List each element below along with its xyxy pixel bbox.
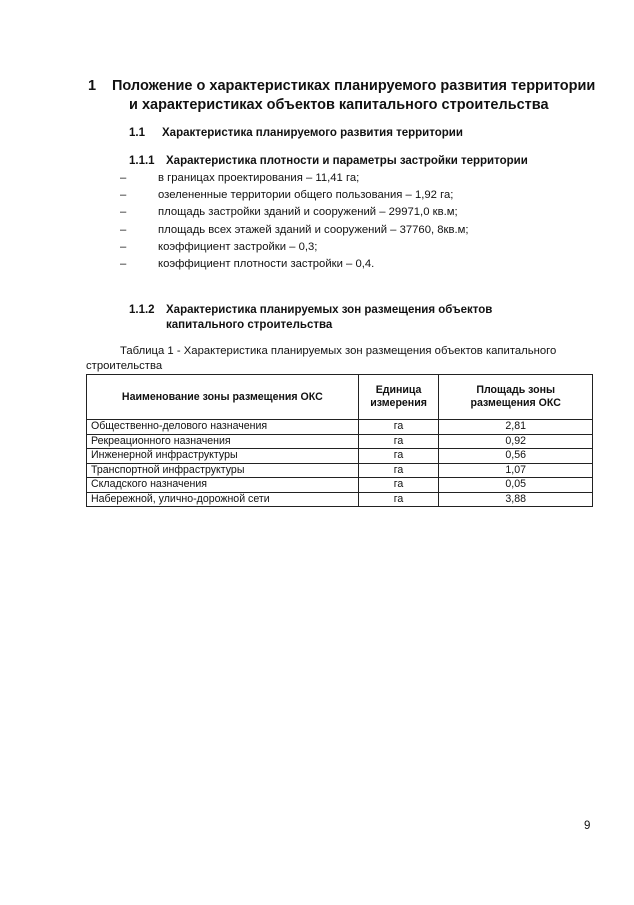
list-item — [120, 256, 580, 273]
list-item-text: в границах проектирования – 11,41 га; — [158, 172, 360, 184]
header-unit: Единица измерения — [358, 375, 439, 420]
subsection-title-line-2: капитального строительства — [166, 319, 333, 331]
list-item — [120, 204, 580, 221]
list-dash: – — [120, 223, 127, 236]
cell-unit: га — [358, 478, 439, 493]
list-item-text: площадь всех этажей зданий и сооружений – 37760, 8кв.м; — [158, 223, 469, 236]
subsection-title: Характеристика плотности и параметры застройки территории — [166, 155, 528, 167]
list-dash: – — [120, 189, 127, 202]
list-item — [120, 170, 580, 187]
cell-unit: га — [358, 463, 439, 478]
list-dash: – — [120, 257, 127, 270]
subsection-number: 1.1 — [129, 127, 145, 139]
cell-zone-name: Транспортной инфраструктуры — [87, 463, 359, 478]
zones-table — [86, 374, 593, 507]
cell-zone-name: Общественно-делового назначения — [87, 420, 359, 435]
list-dash: – — [120, 206, 127, 219]
subsection-heading-1-1-2 — [129, 304, 492, 316]
section-number: 1 — [88, 78, 97, 94]
cell-unit: га — [358, 449, 439, 464]
cell-zone-name: Набережной, улично-дорожной сети — [87, 492, 359, 507]
list-dash: – — [120, 172, 127, 184]
table-row — [87, 420, 593, 435]
cell-unit: га — [358, 492, 439, 507]
section-title-line-1: Положение о характеристиках планируемого развития территории — [112, 78, 596, 94]
density-parameters-list — [120, 170, 580, 273]
list-item-text: коэффициент застройки – 0,3; — [158, 240, 318, 253]
cell-area: 0,92 — [439, 434, 593, 449]
subsection-number: 1.1.2 — [129, 304, 155, 316]
cell-area: 3,88 — [439, 492, 593, 507]
cell-zone-name: Складского назначения — [87, 478, 359, 493]
list-item — [120, 187, 580, 204]
table-row — [87, 463, 593, 478]
cell-zone-name: Рекреационного назначения — [87, 434, 359, 449]
table-header-row — [87, 375, 593, 420]
cell-unit: га — [358, 420, 439, 435]
list-item-text: озелененные территории общего пользования – 1,92 га; — [158, 189, 454, 202]
subsection-heading-1-1 — [129, 127, 463, 139]
list-item — [120, 239, 580, 256]
cell-area: 0,56 — [439, 449, 593, 464]
page-number: 9 — [584, 820, 591, 832]
cell-area: 0,05 — [439, 478, 593, 493]
subsection-title-line-1: Характеристика планируемых зон размещения объектов — [166, 304, 493, 316]
list-dash: – — [120, 240, 127, 253]
cell-area: 1,07 — [439, 463, 593, 478]
header-area: Площадь зоны размещения ОКС — [439, 375, 593, 420]
table-row — [87, 434, 593, 449]
table-row — [87, 449, 593, 464]
table-row — [87, 492, 593, 507]
cell-area: 2,81 — [439, 420, 593, 435]
list-item — [120, 222, 580, 239]
table-caption: Таблица 1 - Характеристика планируемых зон размещения объектов капитального строительства — [86, 345, 557, 372]
subsection-heading-1-1-1 — [129, 155, 528, 167]
table-row — [87, 478, 593, 493]
header-zone-name: Наименование зоны размещения ОКС — [87, 375, 359, 420]
list-item-text: площадь застройки зданий и сооружений – 29971,0 кв.м; — [158, 206, 458, 219]
list-item-text: коэффициент плотности застройки – 0,4. — [158, 257, 375, 270]
subsection-title: Характеристика планируемого развития территории — [162, 127, 463, 139]
subsection-number: 1.1.1 — [129, 155, 155, 167]
cell-unit: га — [358, 434, 439, 449]
section-title-line-2: и характеристиках объектов капитального строительства — [129, 97, 549, 113]
cell-zone-name: Инженерной инфраструктуры — [87, 449, 359, 464]
